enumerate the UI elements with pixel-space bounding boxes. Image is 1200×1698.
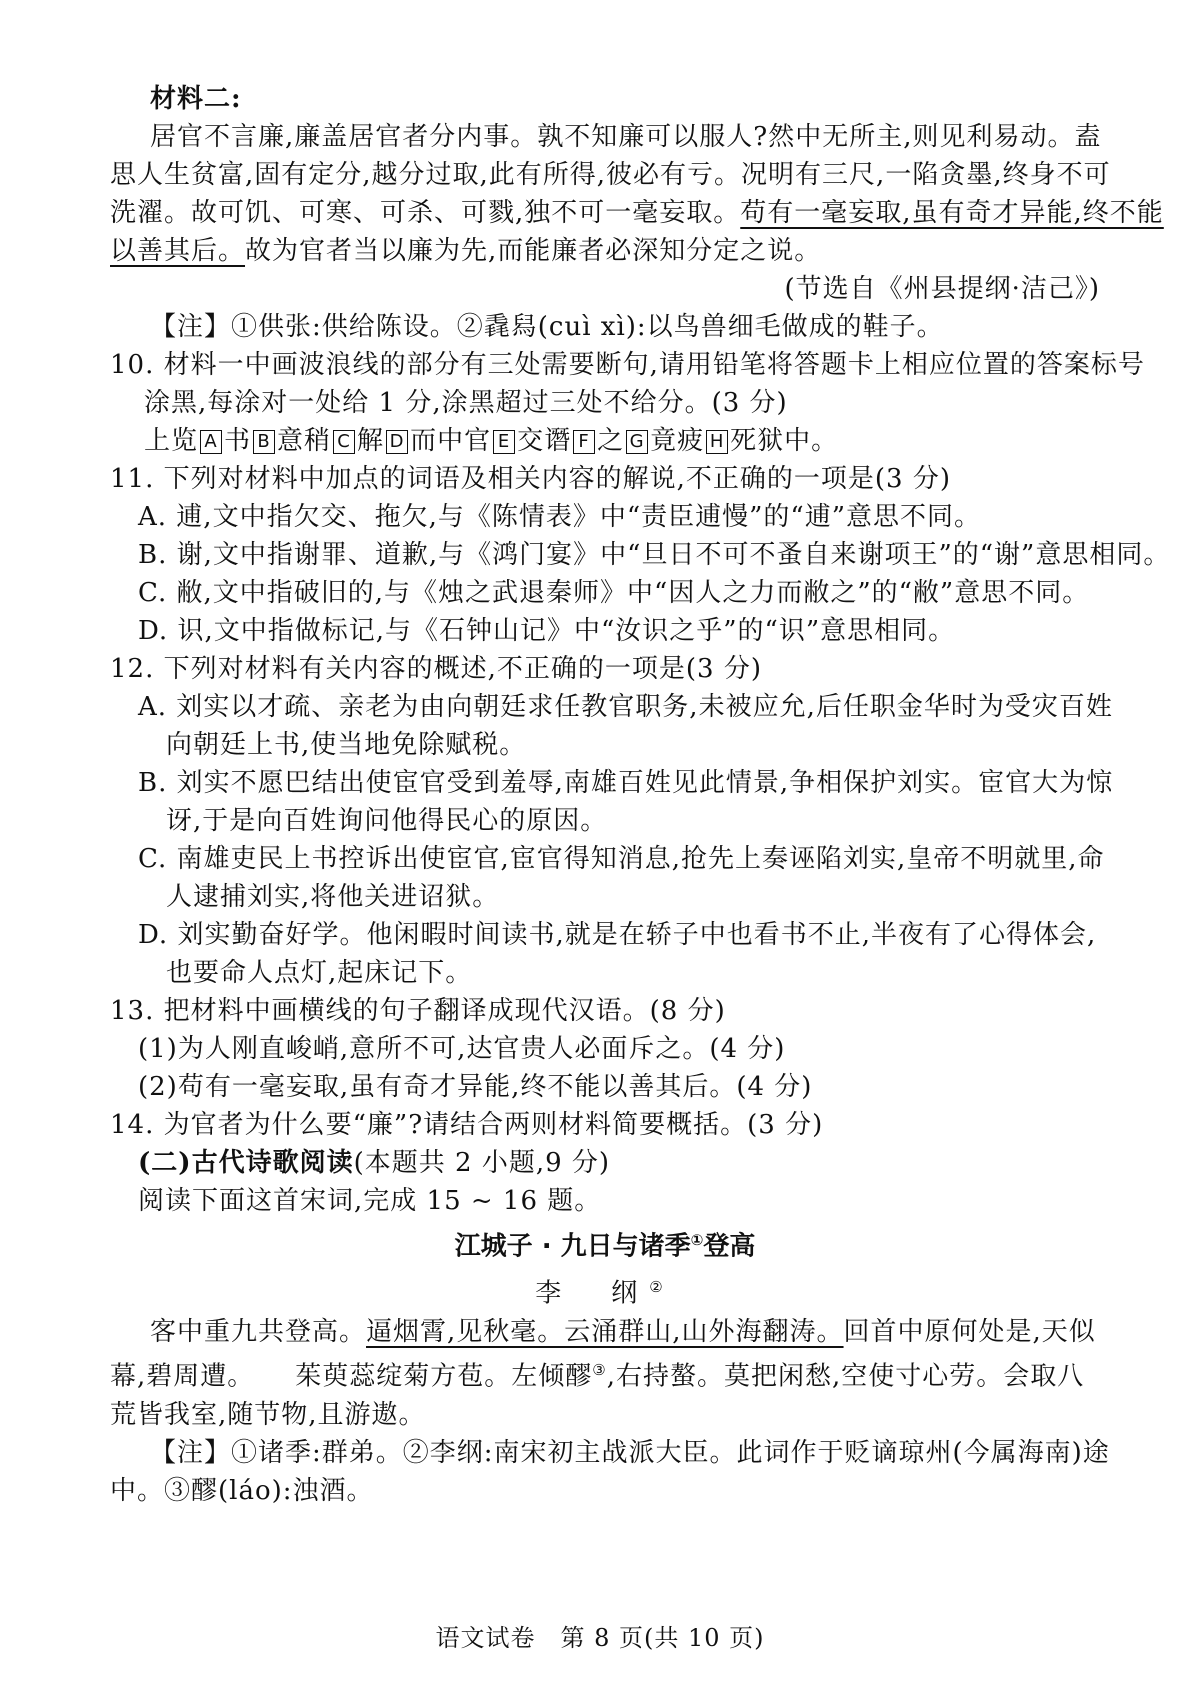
- option-box-h[interactable]: H: [706, 430, 728, 454]
- poem-text: 客中重九共登高。: [150, 1317, 367, 1348]
- material-two: [110, 118, 1164, 308]
- choice-a-cont: 向朝廷上书,使当地免除赋税。: [166, 730, 527, 760]
- segment-text: 书: [224, 426, 252, 456]
- poem-title-text: 江城子 · 九日与诸季: [454, 1231, 691, 1262]
- choice-a: A. 逋,文中指欠交、拖欠,与《陈情表》中“责臣逋慢”的“逋”意思不同。: [138, 502, 982, 532]
- footnote-marker: ①: [690, 1231, 704, 1249]
- choice-c-cont: 人逮捕刘实,将他关进诏狱。: [166, 882, 500, 912]
- sub-question-1: (1)为人刚直峻峭,意所不可,达官贵人必面斥之。(4 分): [138, 1034, 786, 1064]
- segment-text: 竟疲: [650, 426, 705, 456]
- option-box-a[interactable]: A: [200, 430, 222, 454]
- question-12: [110, 650, 1114, 992]
- segment-text: 意稍: [277, 426, 332, 456]
- sub-question-2: (2)苟有一毫妄取,虽有奇才异能,终不能以善其后。(4 分): [138, 1072, 813, 1102]
- underlined-sentence: 逼烟霄,见秋毫。云涌群山,山外海翻涛。: [366, 1317, 844, 1348]
- choice-d: D. 刘实勤奋好学。他闲暇时间读书,就是在轿子中也看书不止,半夜有了心得体会,: [138, 920, 1097, 950]
- section-heading: [110, 1144, 1100, 1182]
- question-stem: 12. 下列对材料有关内容的概述,不正确的一项是(3 分): [110, 654, 762, 684]
- segment-text: 上览: [144, 426, 199, 456]
- author-name: 李 纲: [535, 1278, 650, 1309]
- annotation-note-cont: 中。③醪(láo):浊酒。: [110, 1475, 374, 1506]
- question-14: 14. 为官者为什么要“廉”?请结合两则材料简要概括。(3 分): [110, 1110, 824, 1140]
- poem-text: 回首中原何处是,天似: [843, 1317, 1096, 1348]
- underlined-sentence: 苟有一毫妄取,虽有奇才异能,终不能: [740, 198, 1164, 228]
- poem-line: 荒皆我室,随节物,且游遨。: [110, 1399, 426, 1430]
- option-box-c[interactable]: C: [333, 430, 355, 454]
- choice-d-cont: 也要命人点灯,起床记下。: [166, 958, 473, 988]
- source-citation: (节选自《州县提纲·洁己》): [784, 274, 1100, 304]
- annotation-note: 【注】①供张:供给陈设。②毳舄(cuì xì):以鸟兽细毛做成的鞋子。: [150, 312, 944, 342]
- material-heading: 材料二:: [150, 84, 242, 114]
- section-title: (二)古代诗歌阅读: [138, 1148, 354, 1178]
- passage-line: [110, 232, 1100, 270]
- passage-line: [110, 194, 1164, 232]
- choice-b: B. 刘实不愿巴结出使宦官受到羞辱,南雄百姓见此情景,争相保护刘实。宦官大为惊: [138, 768, 1114, 798]
- annotation-note: 【注】①诸季:群弟。②李纲:南宋初主战派大臣。此词作于贬谪琼州(今属海南)途: [150, 1437, 1110, 1468]
- poem-title: [110, 1220, 1100, 1267]
- question-stem: 11. 下列对材料中加点的词语及相关内容的解说,不正确的一项是(3 分): [110, 464, 951, 494]
- question-13: [110, 992, 1100, 1106]
- segment-text: 解: [357, 426, 385, 456]
- segment-text: 而中官: [410, 426, 492, 456]
- passage-line: 思人生贫富,固有定分,越分过取,此有所得,彼必有亏。况明有三尺,一陷贪墨,终身不可: [110, 160, 1111, 190]
- question-stem-cont: 涂黑,每涂对一处给 1 分,涂黑超过三处不给分。(3 分): [144, 388, 788, 418]
- poem-title-text: 登高: [703, 1231, 756, 1262]
- passage-line: 居官不言廉,廉盖居官者分内事。孰不知廉可以服人?然中无所主,则见利易动。盍: [150, 122, 1102, 152]
- choice-b: B. 谢,文中指谢罪、道歉,与《鸿门宴》中“旦日不可不蚤自来谢项王”的“谢”意思相同。: [138, 540, 1171, 570]
- question-11: [110, 460, 1171, 650]
- poem-notes: [110, 1434, 1110, 1510]
- segment-text: 之: [597, 426, 625, 456]
- option-box-b[interactable]: B: [253, 430, 275, 454]
- punctuation-options: [110, 422, 1100, 460]
- option-box-e[interactable]: E: [493, 430, 515, 454]
- poem-text: ,右持螯。莫把闲愁,空使寸心劳。会取八: [606, 1361, 1085, 1392]
- page-footer: 语文试卷 第 8 页(共 10 页): [435, 1624, 765, 1652]
- segment-text: 死狱中。: [730, 426, 839, 456]
- question-stem: 13. 把材料中画横线的句子翻译成现代汉语。(8 分): [110, 996, 726, 1026]
- poem-text: 幕,碧周遭。 茱萸蕊绽菊方苞。左倾醪: [110, 1361, 593, 1392]
- question-10: [110, 346, 1145, 460]
- poem-body: [110, 1313, 1100, 1434]
- option-box-g[interactable]: G: [626, 430, 648, 454]
- footnote-marker: ③: [592, 1361, 607, 1380]
- option-box-f[interactable]: F: [573, 430, 595, 454]
- underlined-sentence: 以善其后。: [110, 236, 246, 266]
- passage-text: 故为官者当以廉为先,而能廉者必深知分定之说。: [245, 236, 822, 266]
- poem-line: [110, 1313, 1100, 1351]
- poem-line: [110, 1351, 1100, 1396]
- poem-author: [110, 1267, 1100, 1314]
- choice-a: A. 刘实以才疏、亲老为由向朝廷求任教官职务,未被应允,后任职金华时为受灾百姓: [138, 692, 1113, 722]
- choice-d: D. 识,文中指做标记,与《石钟山记》中“汝识之乎”的“识”意思相同。: [138, 616, 956, 646]
- choice-c: C. 敝,文中指破旧的,与《烛之武退秦师》中“因人之力而敝之”的“敝”意思不同。: [138, 578, 1090, 608]
- choice-b-cont: 讶,于是向百姓询问他得民心的原因。: [166, 806, 608, 836]
- footnote-marker: ②: [649, 1277, 675, 1296]
- section-meta: (本题共 2 小题,9 分): [353, 1148, 611, 1178]
- section-poetry: [110, 1144, 1100, 1220]
- section-instruction: 阅读下面这首宋词,完成 15 ~ 16 题。: [138, 1186, 602, 1216]
- segment-text: 交谮: [517, 426, 572, 456]
- question-stem: 10. 材料一中画波浪线的部分有三处需要断句,请用铅笔将答题卡上相应位置的答案标号: [110, 350, 1145, 380]
- option-box-d[interactable]: D: [386, 430, 408, 454]
- passage-text: 洗濯。故可饥、可寒、可杀、可戮,独不可一毫妄取。: [110, 198, 741, 228]
- choice-c: C. 南雄吏民上书控诉出使宦官,宦官得知消息,抢先上奏诬陷刘实,皇帝不明就里,命: [138, 844, 1105, 874]
